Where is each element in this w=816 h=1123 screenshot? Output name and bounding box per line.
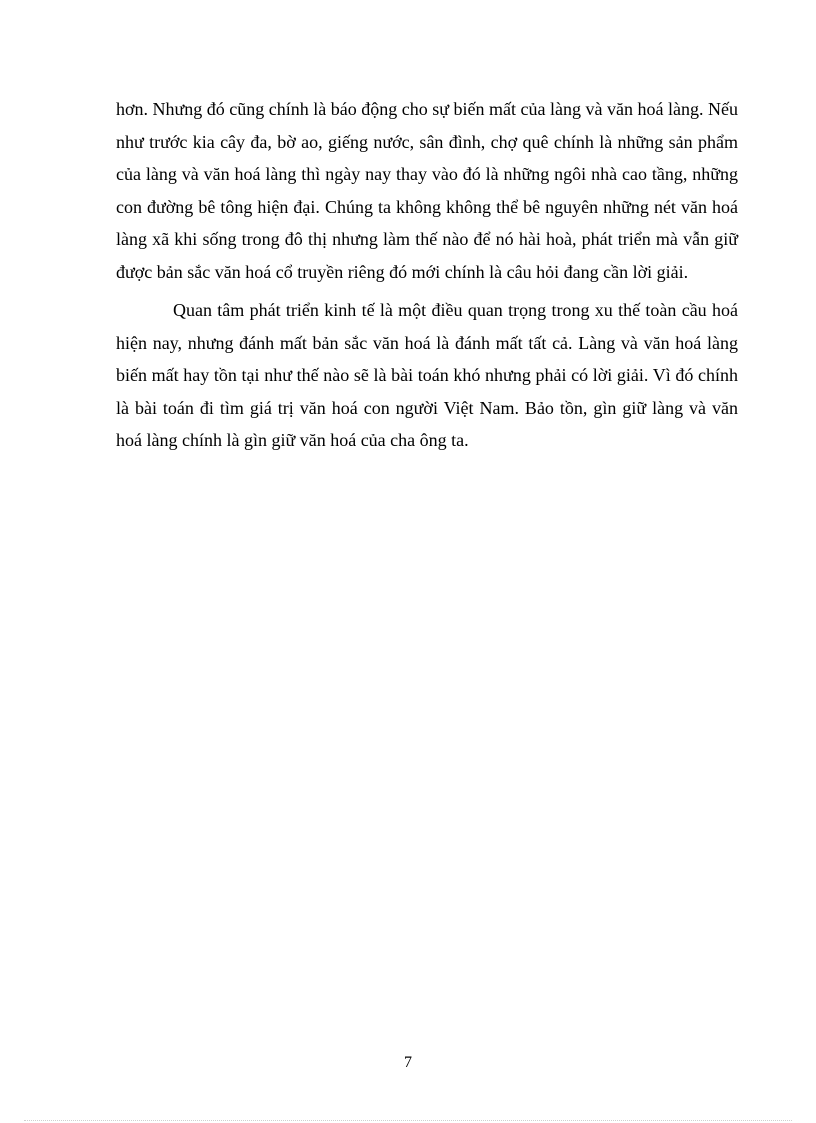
page-number: 7: [404, 1054, 412, 1071]
body-text: [116, 93, 738, 457]
page-bottom-divider: [24, 1120, 792, 1121]
paragraph-1: hơn. Nhưng đó cũng chính là báo động cho sự biến mất của làng và văn hoá làng. Nếu như trước kia cây đa, bờ ao, giếng nước, sân đình, chợ quê chính là những sản phẩm của làng và văn hoá làng thì ngày nay thay vào đó là những ngôi nhà cao tầng, những con đường bê tông hiện đại. Chúng ta không không thể bê nguyên những nét văn hoá làng xã khi sống trong đô thị nhưng làm thế nào để nó hài hoà, phát triển mà vẫn giữ được bản sắc văn hoá cổ truyền riêng đó mới chính là câu hỏi đang cần lời giải.: [116, 99, 738, 282]
paragraph-2: Quan tâm phát triển kinh tế là một điều quan trọng trong xu thế toàn cầu hoá hiện nay, nhưng đánh mất bản sắc văn hoá là đánh mất tất cả. Làng và văn hoá làng biến mất hay tồn tại như thế nào sẽ là bài toán khó nhưng phải có lời giải. Vì đó chính là bài toán đi tìm giá trị văn hoá con người Việt Nam. Bảo tồn, gìn giữ làng và văn hoá làng chính là gìn giữ văn hoá của cha ông ta.: [116, 300, 738, 450]
